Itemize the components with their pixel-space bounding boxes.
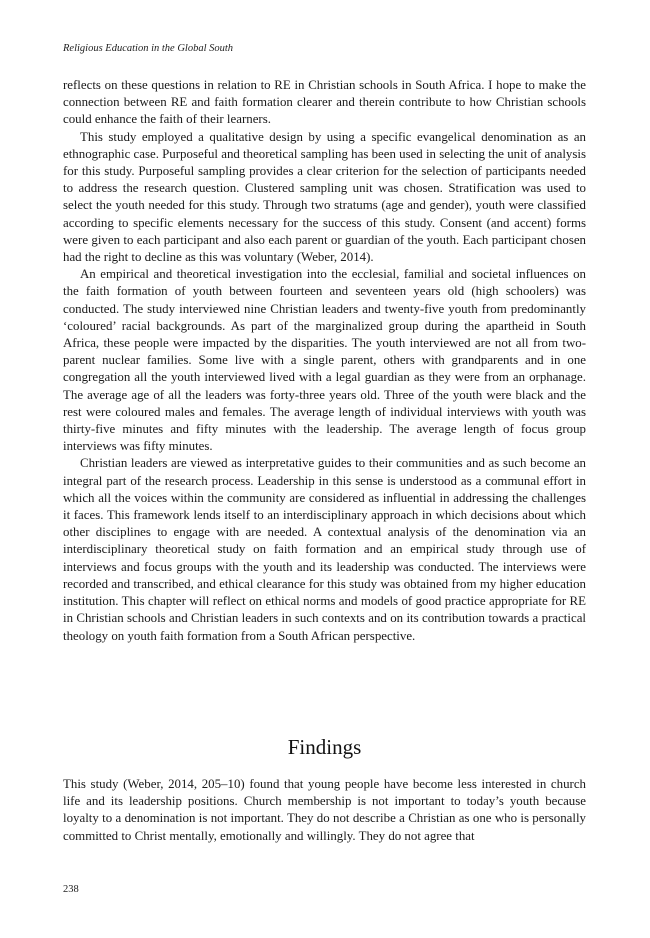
paragraph-investigation: An empirical and theoretical investigation into the ecclesial, familial and societal influences on the faith formation of youth between fourteen and seventeen years old (high schoolers) was conducted. The study interviewed nine Christian leaders and twenty-five youth from predominantly ‘coloured’ racial backgrounds. As part of the marginalized group during the apartheid in South Africa, these people were impacted by the disparities. The youth interviewed are not all from two-parent nuclear families. Some live with a single parent, others with grandparents and in one congregation all the youth interviewed lived with a legal guardian as they were from an orphanage. The average age of all the leaders was forty-three years old. Three of the youth were black and the rest were coloured males and females. The average length of individual interviews with youth was thirty-five minutes and fifty minutes with the leadership. The average length of focus group interviews was fifty minutes.: [63, 267, 586, 454]
findings-section: [63, 734, 586, 845]
paragraph-methodology: This study employed a qualitative design by using a specific evangelical denomination as an ethnographic case. Purposeful and theoretical sampling has been used in selecting the unit of analysis for this study. Purposeful sampling provides a clear criterion for the selection of participants needed to address the research question. Clustered sampling unit was chosen. Stratification was used to select the youth needed for this study. Through two stratums (age and gender), youth were classified according to specific elements necessary for the success of this study. Consent (and accent) forms were given to each participant and also each parent or guardian of the youth. Each participant chosen had the right to decline as this was voluntary (Weber, 2014).: [63, 129, 586, 265]
body-text: [63, 77, 586, 645]
running-head: Religious Education in the Global South: [63, 43, 234, 54]
section-heading-findings: Findings: [287, 735, 362, 759]
paragraph-continuation: reflects on these questions in relation to RE in Christian schools in South Africa. I hope to make the connection between RE and faith formation clearer and therein contribute to how Christian schools could enhance the faith of their learners.: [63, 78, 586, 127]
paragraph-leadership: Christian leaders are viewed as interpretative guides to their communities and as such become an integral part of the research process. Leadership in this sense is understood as a communal effort in which all the voices within the community are considered as influential in addressing the challenges it faces. This framework lends itself to an interdisciplinary approach in which decisions about which other disciplines to engage with are needed. A contextual analysis of the denomination via an interdisciplinary theoretical study on faith formation and an empirical study through use of interviews and focus groups with the youth and its leadership was conducted. The interviews were recorded and transcribed, and ethical clearance for this study was obtained from my higher education institution. This chapter will reflect on ethical norms and models of good practice appropriate for RE in Christian schools and Christian leaders in such contexts and on its contribution towards a practical theology on youth faith formation from a South African perspective.: [63, 456, 586, 643]
paragraph-findings: This study (Weber, 2014, 205–10) found that young people have become less interested in church life and its leadership positions. Church membership is not important to today’s youth because loyalty to a denomination is not important. They do not describe a Christian as one who is personally committed to Christ mentally, emotionally and willingly. They do not agree that: [63, 777, 586, 843]
page-number: 238: [63, 884, 79, 895]
